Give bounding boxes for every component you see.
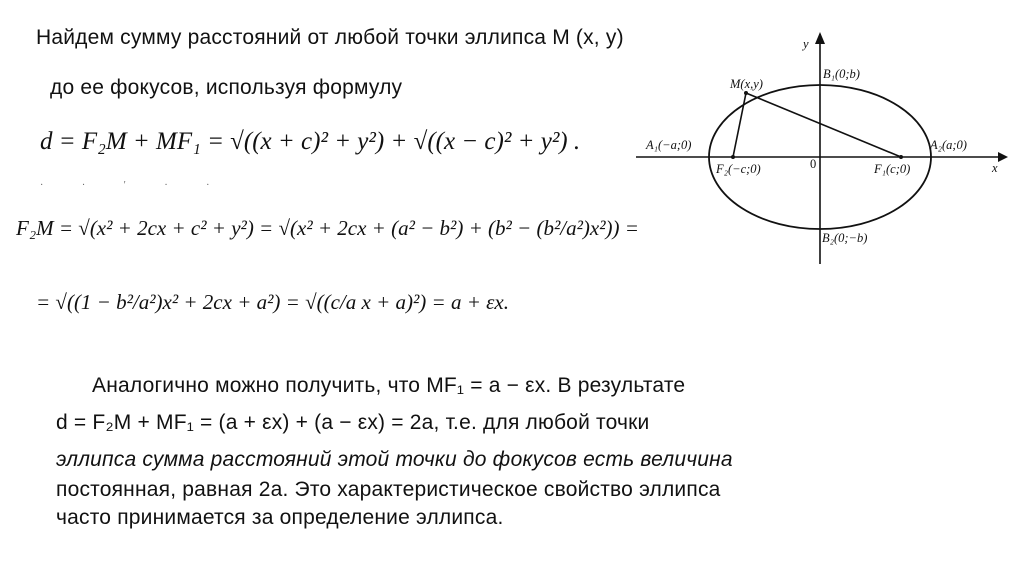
formula-f2m-text: F₂M = √(x² + 2cx + c² + y²) = √(x² + 2cx + (a² − b²) + (b² − (b²/a²)x²)) = [16, 216, 639, 240]
label-a2: A₂(a;0) [930, 138, 967, 152]
formula-f2m [16, 216, 639, 241]
y-axis-arrow-icon [815, 32, 825, 44]
intro-line-1 [36, 26, 624, 50]
segment-mf1 [746, 93, 901, 157]
paragraph-line-1 [92, 374, 685, 398]
paragraph-line-5 [56, 506, 504, 530]
paragraph-line-5-text: часто принимается за определение эллипса. [56, 506, 504, 529]
paragraph-line-4 [56, 478, 721, 502]
paragraph-line-3 [56, 448, 733, 472]
paragraph-line-1-text: Аналогично можно получить, что MF₁ = a − εx. В результате [92, 374, 686, 397]
paragraph-line-3-text: эллипса сумма расстояний этой точки до фокусов есть величина [56, 448, 733, 471]
label-b2: B₂(0;−b) [822, 231, 868, 245]
x-axis-arrow-icon [998, 152, 1008, 162]
intro-line-1-text: Найдем сумму расстояний от любой точки эллипса M (x, y) [36, 26, 624, 49]
formula-d [40, 128, 580, 156]
axis-x-label: x [992, 161, 998, 175]
label-m: M(x,y) [730, 77, 763, 91]
formula-continuation-text: = √((1 − b²/a²)x² + 2cx + a²) = √((c/a x + a)²) = a + εx. [36, 290, 509, 314]
formula-continuation [36, 290, 509, 315]
segment-f2m [733, 93, 746, 157]
intro-line-2-text: до ее фокусов, используя формулу [50, 76, 403, 99]
paragraph-line-2-text: d = F₂M + MF₁ = (a + εx) + (a − εx) = 2a, т.е. для любой точки [56, 411, 650, 434]
point-f2 [731, 155, 735, 159]
scan-artifact: · · ′ · · [40, 180, 228, 191]
point-m [744, 91, 748, 95]
label-b1: B₁(0;b) [823, 67, 860, 81]
paragraph-line-4-text: постоянная, равная 2a. Это характеристическое свойство эллипса [56, 478, 721, 501]
ellipse-diagram [636, 30, 1012, 266]
label-origin: 0 [810, 157, 817, 171]
point-f1 [899, 155, 903, 159]
label-f2: F₂(−c;0) [716, 162, 761, 176]
formula-d-text: d = F₂M + MF₁ = √((x + c)² + y²) + √((x − c)² + y²) . [40, 128, 581, 155]
label-a1: A₁(−a;0) [646, 138, 692, 152]
axis-y-label: y [803, 37, 809, 51]
intro-line-2 [50, 76, 402, 100]
label-f1: F₁(c;0) [874, 162, 911, 176]
paragraph-line-2 [56, 411, 650, 435]
